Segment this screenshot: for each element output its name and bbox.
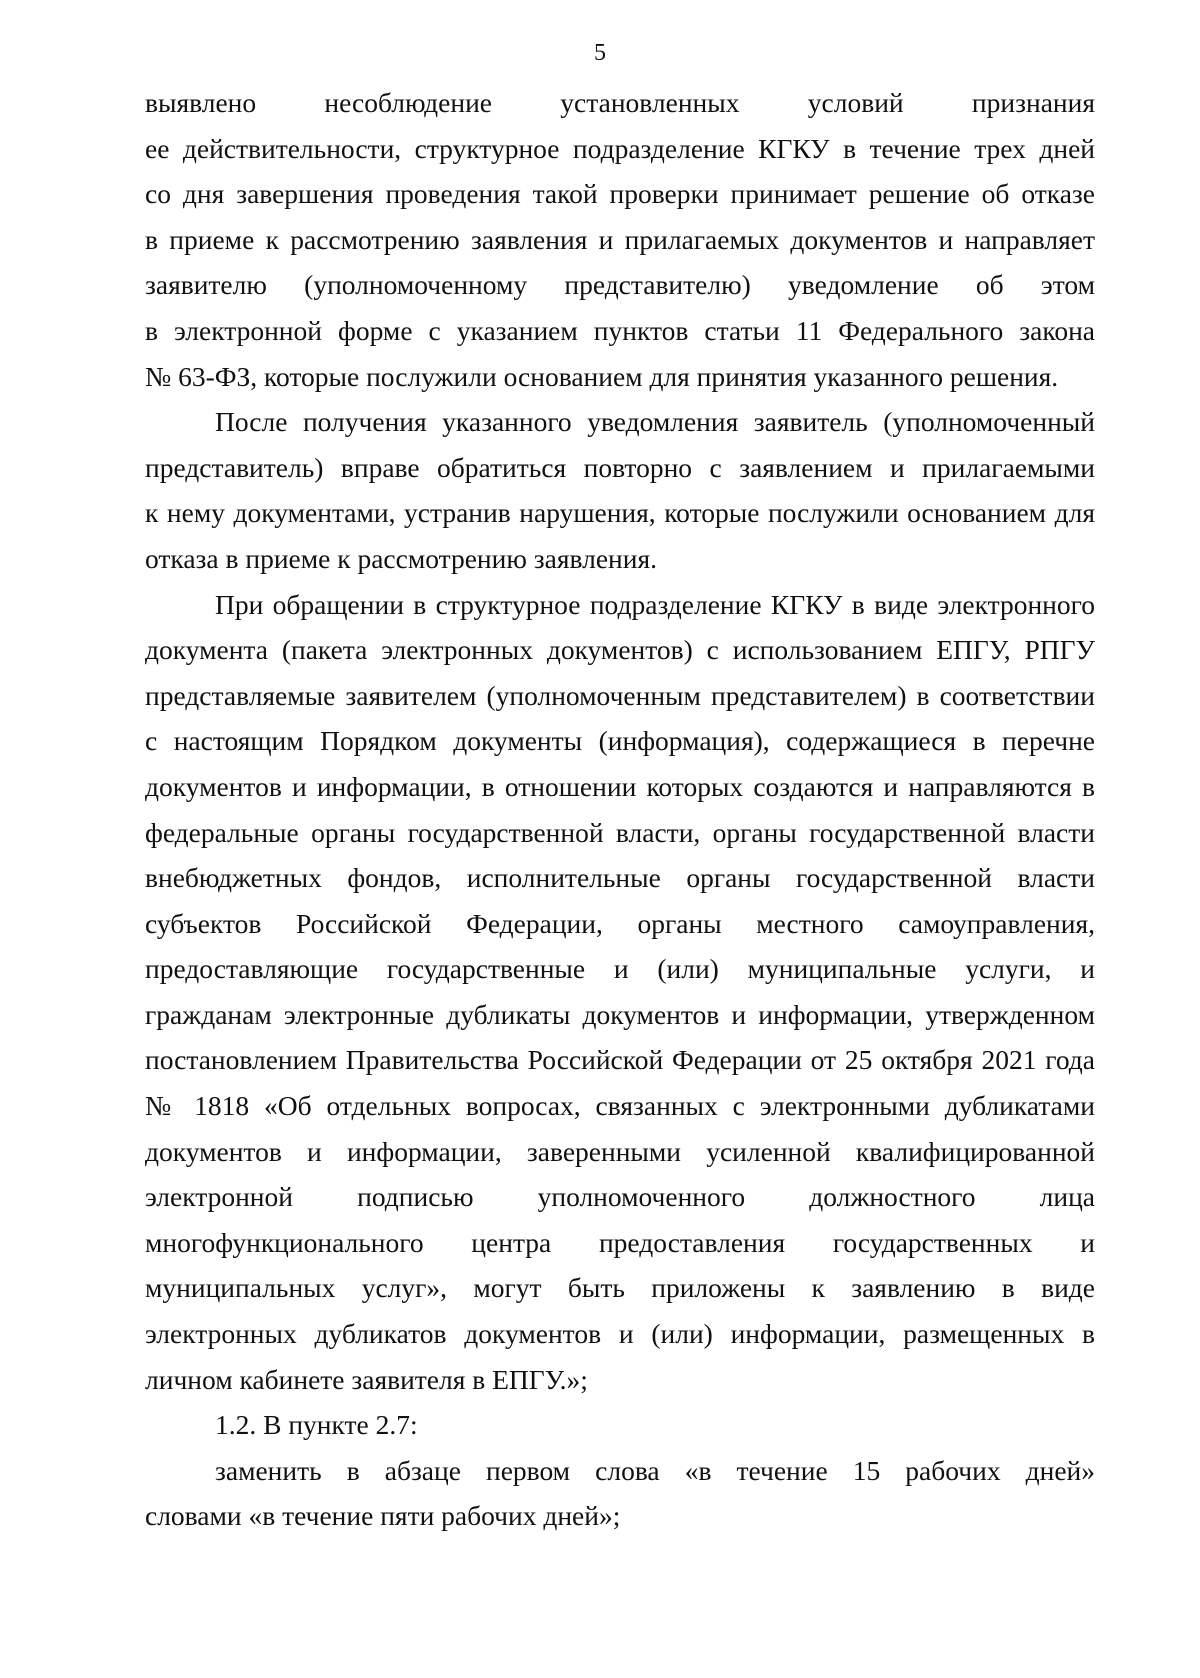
- text-line: к нему документами, устранив нарушения, которые послужили основанием для: [145, 497, 1095, 529]
- document-body: [145, 80, 1095, 1539]
- text-line: муниципальных услуг», могут быть приложены к заявлению в виде: [145, 1272, 1095, 1304]
- text-line: представляемые заявителем (уполномоченным представителем) в соответствии: [145, 679, 1095, 711]
- text-line: словами «в течение пяти рабочих дней»;: [145, 1500, 621, 1532]
- text-line: отказа в приеме к рассмотрению заявления.: [145, 542, 658, 574]
- text-line: № 63-ФЗ, которые послужили основанием для принятия указанного решения.: [145, 360, 1059, 392]
- page-number: 5: [594, 40, 606, 66]
- text-line: электронной подписью уполномоченного должностного лица: [145, 1181, 1095, 1213]
- text-line: гражданам электронные дубликаты документов и информации, утвержденном: [145, 998, 1095, 1030]
- text-line: многофункционального центра предоставления государственных и: [145, 1226, 1095, 1258]
- text-line: представитель) вправе обратиться повторно с заявлением и прилагаемыми: [145, 451, 1095, 483]
- text-line: При обращении в структурное подразделение КГКУ в виде электронного: [215, 588, 1095, 620]
- text-line: субъектов Российской Федерации, органы местного самоуправления,: [145, 907, 1095, 939]
- text-line: федеральные органы государственной власти, органы государственной власти: [145, 816, 1095, 848]
- text-line: внебюджетных фондов, исполнительные органы государственной власти: [145, 862, 1095, 894]
- text-line: в электронной форме с указанием пунктов статьи 11 Федерального закона: [145, 314, 1095, 346]
- text-line: заменить в абзаце первом слова «в течение 15 рабочих дней»: [215, 1454, 1095, 1486]
- text-line: выявлено несоблюдение установленных условий признания: [145, 87, 1095, 118]
- text-line: с настоящим Порядком документы (информация), содержащиеся в перечне: [145, 725, 1095, 757]
- text-line: предоставляющие государственные и (или) муниципальные услуги, и: [145, 953, 1095, 985]
- text-line: постановлением Правительства Российской Федерации от 25 октября 2021 года: [145, 1044, 1095, 1076]
- text-line: электронных дубликатов документов и (или) информации, размещенных в: [145, 1318, 1095, 1350]
- text-line: документов и информации, заверенными усиленной квалифицированной: [145, 1135, 1095, 1167]
- text-line: № 1818 «Об отдельных вопросах, связанных с электронными дубликатами: [145, 1090, 1095, 1122]
- text-line: ее действительности, структурное подразделение КГКУ в течение трех дней: [145, 132, 1095, 164]
- text-line: личном кабинете заявителя в ЕПГУ.»;: [145, 1363, 588, 1395]
- text-line: заявителю (уполномоченному представителю) уведомление об этом: [145, 269, 1095, 301]
- text-line: 1.2. В пункте 2.7:: [215, 1409, 418, 1441]
- text-line: со дня завершения проведения такой проверки принимает решение об отказе: [145, 178, 1095, 210]
- text-line: После получения указанного уведомления заявитель (уполномоченный: [215, 406, 1095, 438]
- text-line: в приеме к рассмотрению заявления и прилагаемых документов и направляет: [145, 223, 1095, 255]
- text-line: документа (пакета электронных документов) с использованием ЕПГУ, РПГУ: [145, 634, 1095, 666]
- text-line: документов и информации, в отношении которых создаются и направляются в: [145, 770, 1095, 802]
